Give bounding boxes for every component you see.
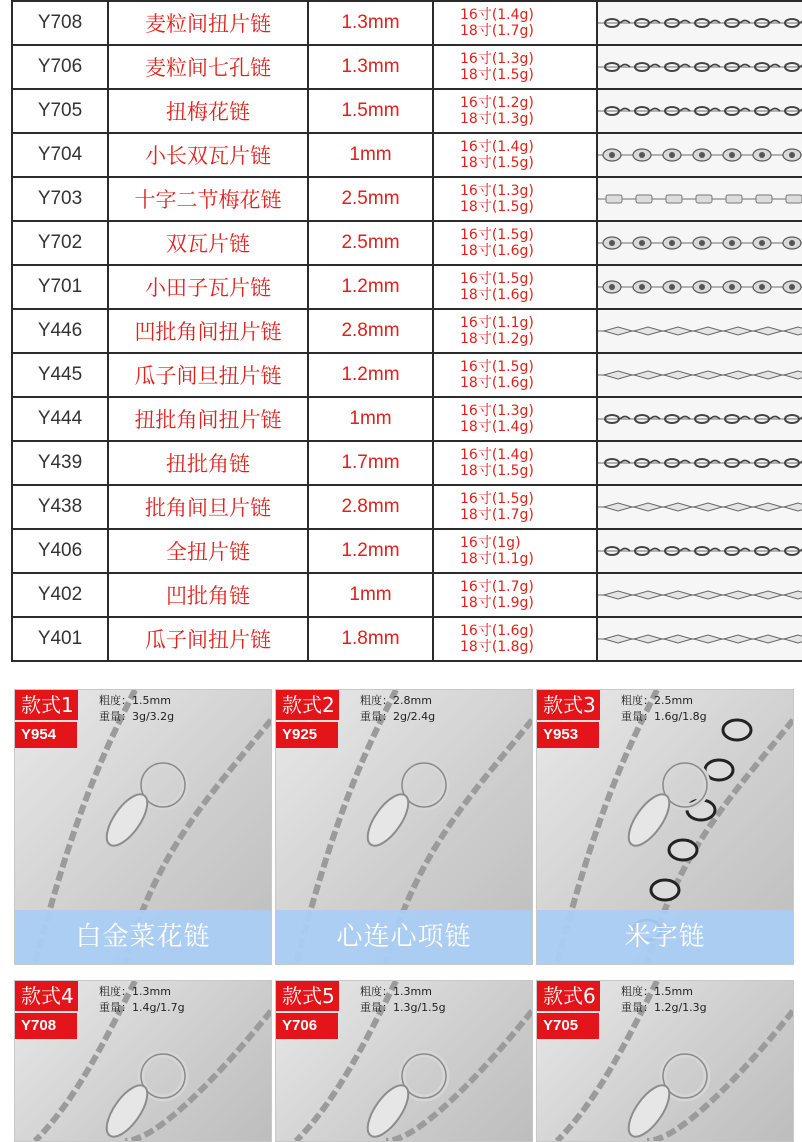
weight-spec: 重量：1.6g/1.8g: [621, 710, 707, 723]
weight-18-inch: 18寸(1.5g): [460, 67, 534, 83]
chain-weight: [433, 1, 597, 45]
thickness-spec: 粗度：2.5mm: [621, 694, 693, 707]
chain-width: 2.8mm: [308, 309, 433, 353]
chain-weight: [433, 529, 597, 573]
weight-18-inch: 18寸(1.7g): [460, 507, 534, 523]
flat-blade-chain-icon: [598, 486, 802, 528]
chain-weight: [433, 45, 597, 89]
product-card[interactable]: [14, 689, 272, 965]
chain-sample-image: [597, 1, 802, 45]
weight-18-inch: 18寸(1.4g): [460, 419, 534, 435]
weight-16-inch: 16寸(1.4g): [460, 7, 534, 23]
seed-blade-chain-icon: [598, 354, 802, 396]
chain-name: 全扭片链: [108, 529, 308, 573]
table-row: [12, 221, 802, 265]
chain-weight: [433, 485, 597, 529]
product-card[interactable]: [14, 980, 272, 1142]
thickness-spec: 粗度：2.8mm: [360, 694, 432, 707]
chain-sample-image: [597, 221, 802, 265]
chain-weight: [433, 617, 597, 661]
twist-link-chain-icon: [598, 398, 802, 440]
chain-sample-image: [597, 441, 802, 485]
chain-width: 1mm: [308, 397, 433, 441]
weight-18-inch: 18寸(1.5g): [460, 155, 534, 171]
chain-width: 2.8mm: [308, 485, 433, 529]
chain-code: Y439: [12, 441, 108, 485]
chain-weight: [433, 89, 597, 133]
chain-sample-image: [597, 309, 802, 353]
weight-spec: 重量：1.4g/1.7g: [99, 1001, 185, 1014]
table-row: [12, 89, 802, 133]
double-tile-chain-icon: [598, 222, 802, 264]
chain-name: 麦粒间扭片链: [108, 1, 308, 45]
weight-16-inch: 16寸(1.5g): [460, 271, 534, 287]
chain-code: Y701: [12, 265, 108, 309]
chain-code: Y438: [12, 485, 108, 529]
weight-16-inch: 16寸(1.7g): [460, 579, 534, 595]
chain-spec-table-body: [12, 1, 802, 661]
chain-sample-image: [597, 485, 802, 529]
chain-weight: [433, 573, 597, 617]
product-code-badge: Y925: [276, 722, 338, 748]
chain-sample-image: [597, 89, 802, 133]
chain-code: Y705: [12, 89, 108, 133]
chain-width: 1.2mm: [308, 529, 433, 573]
chain-name: 扭梅花链: [108, 89, 308, 133]
chain-code: Y401: [12, 617, 108, 661]
chain-name: 扭批角间扭片链: [108, 397, 308, 441]
weight-16-inch: 16寸(1.5g): [460, 491, 534, 507]
table-row: [12, 45, 802, 89]
chain-code: Y446: [12, 309, 108, 353]
thickness-spec: 粗度：1.5mm: [99, 694, 171, 707]
chain-code: Y704: [12, 133, 108, 177]
weight-18-inch: 18寸(1.6g): [460, 375, 534, 391]
table-row: [12, 353, 802, 397]
chain-sample-image: [597, 573, 802, 617]
table-row: [12, 441, 802, 485]
twist-plum-chain-icon: [598, 90, 802, 132]
weight-16-inch: 16寸(1g): [460, 535, 521, 551]
chain-name: 凹批角链: [108, 573, 308, 617]
table-row: [12, 397, 802, 441]
clover-tile-chain-icon: [598, 266, 802, 308]
weight-18-inch: 18寸(1.3g): [460, 111, 534, 127]
weight-18-inch: 18寸(1.7g): [460, 23, 534, 39]
weight-16-inch: 16寸(1.4g): [460, 139, 534, 155]
chain-name: 凹批角间扭片链: [108, 309, 308, 353]
chain-sample-image: [597, 265, 802, 309]
chain-name: 扭批角链: [108, 441, 308, 485]
product-card[interactable]: [275, 689, 533, 965]
weight-16-inch: 16寸(1.5g): [460, 359, 534, 375]
weight-18-inch: 18寸(1.1g): [460, 551, 534, 567]
chain-width: 1mm: [308, 133, 433, 177]
weight-18-inch: 18寸(1.6g): [460, 243, 534, 259]
product-title: 白金菜花链: [15, 910, 271, 964]
table-row: [12, 529, 802, 573]
product-card[interactable]: [275, 980, 533, 1142]
chain-sample-image: [597, 353, 802, 397]
chain-sample-image: [597, 177, 802, 221]
table-row: [12, 573, 802, 617]
seed-blade-chain-icon: [598, 618, 802, 660]
chain-name: 批角间旦片链: [108, 485, 308, 529]
chain-width: 1.8mm: [308, 617, 433, 661]
twist-link-chain-icon: [598, 2, 802, 44]
chain-width: 1.5mm: [308, 89, 433, 133]
weight-18-inch: 18寸(1.2g): [460, 331, 534, 347]
style-badge: 款式2: [276, 690, 339, 720]
weight-spec: 重量：3g/3.2g: [99, 710, 175, 723]
chain-code: Y445: [12, 353, 108, 397]
chain-weight: [433, 309, 597, 353]
weight-16-inch: 16寸(1.3g): [460, 403, 534, 419]
weight-16-inch: 16寸(1.3g): [460, 51, 534, 67]
chain-name: 麦粒间七孔链: [108, 45, 308, 89]
chain-code: Y444: [12, 397, 108, 441]
chain-width: 1.3mm: [308, 1, 433, 45]
product-code-badge: Y708: [15, 1013, 77, 1039]
chain-code: Y702: [12, 221, 108, 265]
chain-code: Y402: [12, 573, 108, 617]
weight-spec: 重量：1.2g/1.3g: [621, 1001, 707, 1014]
chain-sample-image: [597, 617, 802, 661]
weight-18-inch: 18寸(1.5g): [460, 463, 534, 479]
product-title: 米字链: [537, 910, 793, 964]
chain-width: 1.3mm: [308, 45, 433, 89]
weight-18-inch: 18寸(1.9g): [460, 595, 534, 611]
chain-name: 小田子瓦片链: [108, 265, 308, 309]
chain-width: 1mm: [308, 573, 433, 617]
seven-hole-chain-icon: [598, 46, 802, 88]
chain-weight: [433, 353, 597, 397]
style-badge: 款式1: [15, 690, 78, 720]
chain-name: 小长双瓦片链: [108, 133, 308, 177]
chain-code: Y706: [12, 45, 108, 89]
table-row: [12, 309, 802, 353]
product-code-badge: Y705: [537, 1013, 599, 1039]
chain-sample-image: [597, 529, 802, 573]
thickness-spec: 粗度：1.5mm: [621, 985, 693, 998]
chain-name: 瓜子间旦扭片链: [108, 353, 308, 397]
chain-weight: [433, 133, 597, 177]
chain-weight: [433, 441, 597, 485]
style-badge: 款式6: [537, 981, 600, 1011]
flat-blade-chain-icon: [598, 310, 802, 352]
product-title: 心连心项链: [276, 910, 532, 964]
twist-link-chain-icon: [598, 442, 802, 484]
chain-spec-table: [11, 0, 802, 662]
product-card[interactable]: [536, 980, 794, 1142]
chain-code: Y708: [12, 1, 108, 45]
weight-16-inch: 16寸(1.2g): [460, 95, 534, 111]
weight-16-inch: 16寸(1.1g): [460, 315, 534, 331]
weight-spec: 重量：2g/2.4g: [360, 710, 436, 723]
chain-sample-image: [597, 397, 802, 441]
full-twist-chain-icon: [598, 530, 802, 572]
table-row: [12, 1, 802, 45]
chain-width: 2.5mm: [308, 177, 433, 221]
weight-16-inch: 16寸(1.6g): [460, 623, 534, 639]
table-row: [12, 617, 802, 661]
chain-weight: [433, 177, 597, 221]
chain-code: Y406: [12, 529, 108, 573]
chain-width: 1.2mm: [308, 265, 433, 309]
chain-name: 十字二节梅花链: [108, 177, 308, 221]
style-badge: 款式3: [537, 690, 600, 720]
product-code-badge: Y953: [537, 722, 599, 748]
product-card[interactable]: [536, 689, 794, 965]
chain-width: 1.2mm: [308, 353, 433, 397]
table-row: [12, 265, 802, 309]
chain-width: 1.7mm: [308, 441, 433, 485]
weight-16-inch: 16寸(1.4g): [460, 447, 534, 463]
chain-weight: [433, 397, 597, 441]
chain-weight: [433, 221, 597, 265]
product-code-badge: Y954: [15, 722, 77, 748]
chain-code: Y703: [12, 177, 108, 221]
thickness-spec: 粗度：1.3mm: [99, 985, 171, 998]
chain-name: 瓜子间扭片链: [108, 617, 308, 661]
weight-18-inch: 18寸(1.5g): [460, 199, 534, 215]
chain-sample-image: [597, 45, 802, 89]
table-row: [12, 177, 802, 221]
weight-18-inch: 18寸(1.6g): [460, 287, 534, 303]
table-row: [12, 133, 802, 177]
chain-sample-image: [597, 133, 802, 177]
weight-spec: 重量：1.3g/1.5g: [360, 1001, 446, 1014]
double-tile-chain-icon: [598, 134, 802, 176]
thickness-spec: 粗度：1.3mm: [360, 985, 432, 998]
weight-16-inch: 16寸(1.5g): [460, 227, 534, 243]
product-code-badge: Y706: [276, 1013, 338, 1039]
chain-name: 双瓦片链: [108, 221, 308, 265]
weight-18-inch: 18寸(1.8g): [460, 639, 534, 655]
chain-weight: [433, 265, 597, 309]
style-badge: 款式4: [15, 981, 78, 1011]
style-badge: 款式5: [276, 981, 339, 1011]
weight-16-inch: 16寸(1.3g): [460, 183, 534, 199]
cross-bar-chain-icon: [598, 178, 802, 220]
chain-width: 2.5mm: [308, 221, 433, 265]
table-row: [12, 485, 802, 529]
thin-bar-chain-icon: [598, 574, 802, 616]
